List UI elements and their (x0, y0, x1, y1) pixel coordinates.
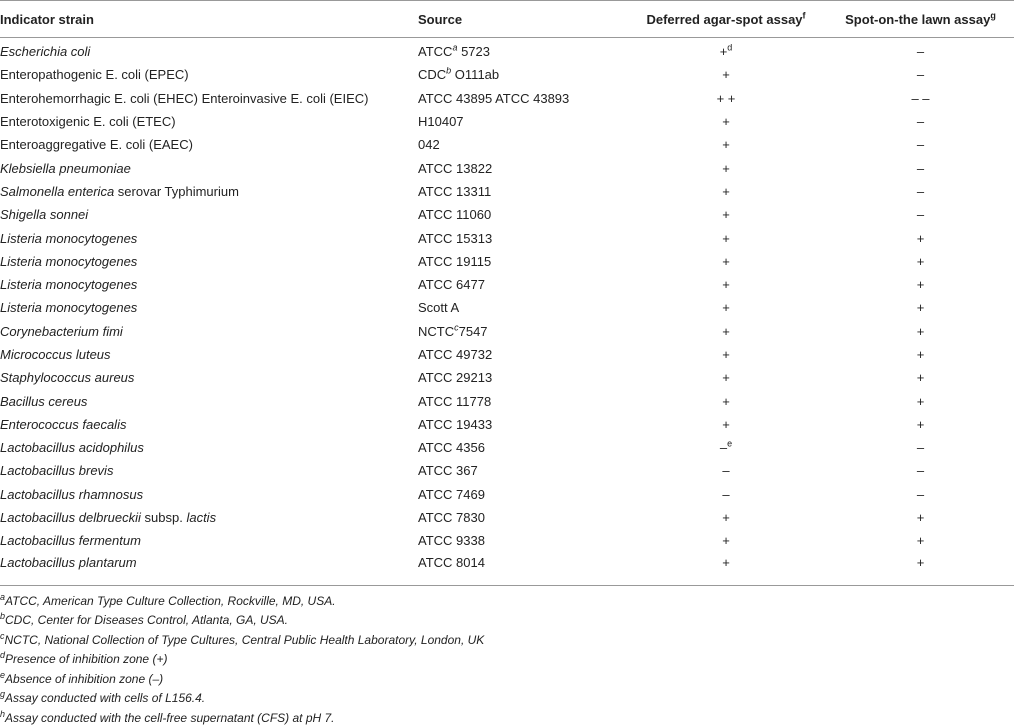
cell-spot-result: + (827, 553, 1014, 586)
footnote: $^a$ATCC, American Type Culture Collection, Rockville, MD, USA. (0, 591, 336, 608)
cell-spot-result: + (916, 510, 925, 526)
cell-indicator-strain: Lactobacillus delbrueckii subsp. lactis (0, 510, 217, 526)
cell-deferred-result: + (722, 183, 730, 199)
cell-spot-result: – (916, 114, 925, 130)
cell-deferred-result: + (722, 510, 730, 526)
cell-indicator-strain: Lactobacillus plantarum (0, 553, 418, 586)
cell-source: ATCC 11778 (418, 393, 492, 409)
cell-deferred-result: + (722, 253, 730, 269)
header-indicator-strain: Indicator strain (0, 1, 418, 38)
cell-spot-result: + (916, 416, 925, 432)
table-row (0, 296, 1014, 319)
cell-spot-result: – (916, 137, 925, 153)
cell-source: ATCC 7469 (418, 486, 485, 502)
cell-deferred-result: + (722, 207, 730, 223)
footnote: $^h$Assay conducted with the cell-free supernatant (CFS) at pH 7. (0, 708, 335, 725)
table-row (0, 203, 1014, 226)
cell-indicator-strain: Shigella sonnei (0, 207, 89, 223)
table-row (0, 320, 1014, 343)
table-row (0, 38, 1014, 64)
cell-spot-result: + (916, 323, 925, 339)
cell-deferred-result: + (722, 300, 730, 316)
cell-source: Scott A (418, 300, 460, 316)
cell-source: ATCC 19433 (418, 416, 493, 432)
cell-source: ATCC 9338 (418, 533, 485, 549)
cell-spot-result: – (916, 160, 925, 176)
cell-indicator-strain: Lactobacillus rhamnosus (0, 486, 144, 502)
cell-deferred-result: + + (716, 90, 736, 106)
table-row (0, 413, 1014, 436)
table-row (0, 483, 1014, 506)
cell-source: ATCC 49732 (418, 347, 493, 362)
table-row (0, 63, 1014, 86)
cell-source: ATCC 7830 (418, 510, 485, 526)
cell-spot-result: – (916, 486, 925, 502)
cell-indicator-strain: Lactobacillus acidophilus (0, 440, 144, 456)
cell-deferred-result: + (722, 114, 730, 130)
cell-spot-result: + (916, 300, 925, 316)
cell-spot-result: – (916, 463, 925, 479)
cell-indicator-strain: Lactobacillus brevis (0, 463, 114, 479)
cell-source: H10407 (418, 114, 464, 130)
cell-spot-result: + (916, 393, 925, 409)
table-row (0, 366, 1014, 389)
cell-deferred-result: + (722, 347, 730, 362)
cell-deferred-result: + (722, 160, 730, 176)
cell-indicator-strain: Enteroaggregative E. coli (EAEC) (0, 137, 193, 153)
table-row (0, 529, 1014, 552)
footnote: $^g$Assay conducted with cells of L156.4. (0, 689, 206, 706)
cell-indicator-strain: Bacillus cereus (0, 393, 88, 409)
table-row (0, 87, 1014, 110)
header-spot-assay: Spot-on-the lawn assay$^g$ (827, 1, 1014, 38)
cell-source: ATCC 11060 (418, 207, 492, 223)
footnote: $^b$CDC, Center for Diseases Control, Atlanta, GA, USA. (0, 611, 289, 628)
cell-indicator-strain: Lactobacillus fermentum (0, 533, 141, 549)
cell-indicator-strain: Salmonella enterica serovar Typhimurium (0, 183, 239, 199)
cell-indicator-strain: Staphylococcus aureus (0, 370, 135, 386)
cell-spot-result: + (916, 347, 925, 362)
cell-indicator-strain: Listeria monocytogenes (0, 230, 138, 246)
cell-indicator-strain: Corynebacterium fimi (0, 323, 123, 339)
cell-indicator-strain: Listeria monocytogenes (0, 300, 138, 316)
cell-deferred-result: + (625, 553, 827, 586)
table-row (0, 553, 1014, 586)
cell-source: CDC$^b$ O111ab (418, 66, 500, 83)
cell-indicator-strain: Escherichia coli (0, 44, 91, 60)
cell-source: ATCC 13822 (418, 160, 493, 176)
cell-deferred-result: – (722, 486, 730, 502)
cell-source: ATCC 4356 (418, 440, 485, 456)
header-deferred-assay: Deferred agar-spot assay$^f$ (625, 1, 827, 38)
cell-deferred-result: – (722, 463, 730, 479)
table-row (0, 110, 1014, 133)
cell-deferred-result: + (722, 393, 730, 409)
cell-deferred-result: + (722, 137, 730, 153)
cell-spot-result: – – (911, 90, 930, 106)
cell-spot-result: + (916, 253, 925, 269)
cell-spot-result: + (916, 277, 925, 293)
cell-spot-result: + (916, 370, 925, 386)
cell-deferred-result: +$^d$ (719, 42, 733, 60)
cell-indicator-strain: Micrococcus luteus (0, 347, 111, 362)
cell-source: ATCC 29213 (418, 370, 493, 386)
cell-spot-result: + (916, 533, 925, 549)
table-row (0, 506, 1014, 529)
cell-indicator-strain: Enteropathogenic E. coli (EPEC) (0, 67, 189, 83)
cell-deferred-result: + (722, 67, 730, 83)
cell-deferred-result: + (722, 230, 730, 246)
cell-source: ATCC 13311 (418, 183, 492, 199)
table-row (0, 459, 1014, 482)
cell-indicator-strain: Enterotoxigenic E. coli (ETEC) (0, 114, 176, 130)
cell-source: ATCC 43895 ATCC 43893 (418, 90, 570, 106)
cell-spot-result: – (916, 440, 925, 456)
table-footnotes (0, 592, 1014, 728)
cell-source: NCTC$^c$7547 (418, 322, 488, 339)
table-row (0, 133, 1014, 156)
header-source: Source (418, 1, 625, 38)
table-row (0, 156, 1014, 179)
cell-indicator-strain: Enterohemorrhagic E. coli (EHEC) Enteroinvasive E. coli (EIEC) (0, 90, 369, 106)
cell-deferred-result: + (722, 370, 730, 386)
cell-indicator-strain: Listeria monocytogenes (0, 277, 138, 293)
cell-indicator-strain: Enterococcus faecalis (0, 416, 127, 432)
footnote: $^c$NCTC, National Collection of Type Cultures, Central Public Health Laboratory, London, UK (0, 630, 485, 647)
cell-deferred-result: + (722, 323, 730, 339)
table-row (0, 250, 1014, 273)
cell-source: ATCC 8014 (418, 553, 625, 586)
cell-deferred-result: + (722, 416, 730, 432)
table-row (0, 273, 1014, 296)
cell-source: ATCC 15313 (418, 230, 493, 246)
cell-spot-result: – (916, 183, 925, 199)
cell-indicator-strain: Klebsiella pneumoniae (0, 160, 131, 176)
table-row (0, 343, 1014, 366)
cell-spot-result: – (916, 44, 925, 60)
cell-source: ATCC 6477 (418, 277, 485, 293)
cell-source: ATCC$^a$ 5723 (418, 42, 490, 60)
table-row (0, 180, 1014, 203)
footnote: $^e$Absence of inhibition zone (–) (0, 669, 164, 686)
cell-deferred-result: + (722, 533, 730, 549)
table-row (0, 389, 1014, 412)
table-header-row (0, 1, 1014, 38)
cell-source: 042 (418, 137, 440, 153)
cell-deferred-result: –$^e$ (719, 438, 733, 456)
cell-indicator-strain: Listeria monocytogenes (0, 253, 138, 269)
table-row (0, 436, 1014, 459)
cell-source: ATCC 367 (418, 463, 478, 479)
cell-spot-result: – (916, 67, 925, 83)
footnote: $^d$Presence of inhibition zone (+) (0, 650, 168, 667)
cell-deferred-result: + (722, 277, 730, 293)
table-row (0, 226, 1014, 249)
cell-spot-result: – (916, 207, 925, 223)
cell-spot-result: + (916, 230, 925, 246)
cell-source: ATCC 19115 (418, 253, 492, 269)
